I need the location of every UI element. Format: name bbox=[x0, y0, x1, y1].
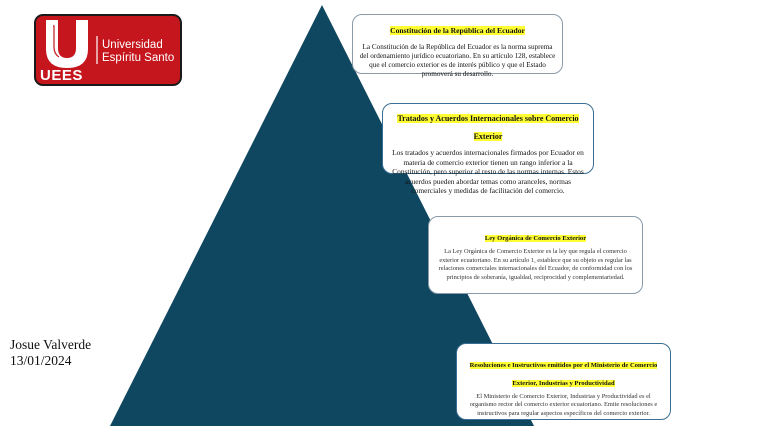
author-name: Josue Valverde bbox=[10, 337, 92, 352]
level-1-card bbox=[352, 14, 563, 78]
presentation-date: 13/01/2024 bbox=[10, 353, 72, 368]
level-3-description: La Ley Orgánica de Comercio Exterior es la ley que regula el comercio exterior ecuatoriano. En su artículo 1, establece que su objeto es regular las relaciones comerciales internacionales del Ecuador, de conformidad con los principios de soberanía, igualdad, reciprocidad y complementariedad. bbox=[438, 248, 633, 281]
level-4-title: Resoluciones e Instructivos emitidos por el Ministerio de Comercio Exterior, Industrias y Productividad bbox=[469, 362, 658, 387]
logo-university-name: Universidad Espíritu Santo bbox=[102, 39, 175, 64]
author-block bbox=[10, 337, 91, 369]
level-1-description: La Constitución de la República del Ecuador es la norma suprema del ordenamiento jurídico ecuatoriano. En su artículo 128, establece que el comercio exterior es de interés público y que el Estado promoverá su desarrollo. bbox=[359, 43, 556, 78]
level-2-description: Los tratados y acuerdos internacionales firmados por Ecuador en materia de comercio exterior tienen un rango inferior a la Constitución, pero superior al resto de las normas internas. Estos acuerdos pueden abordar temas como aranceles, normas comerciales y medidas de facilitación del comercio. bbox=[392, 148, 584, 195]
level-3-title: Ley Orgánica de Comercio Exterior bbox=[484, 235, 587, 242]
logo-abbreviation: UEES bbox=[40, 67, 83, 84]
level-2-card bbox=[382, 103, 594, 195]
level-2-title: Tratados y Acuerdos Internacionales sobre Comercio Exterior bbox=[397, 114, 579, 141]
level-3-card bbox=[428, 216, 643, 294]
level-1-title: Constitución de la República del Ecuador bbox=[390, 26, 525, 35]
level-4-card bbox=[456, 343, 671, 420]
level-4-description: El Ministerio de Comercio Exterior, Industrias y Productividad es el organismo rector del comercio exterior ecuatoriano. Emite resoluciones e instructivos para regular aspectos específicos del comercio exterior. bbox=[469, 393, 658, 417]
